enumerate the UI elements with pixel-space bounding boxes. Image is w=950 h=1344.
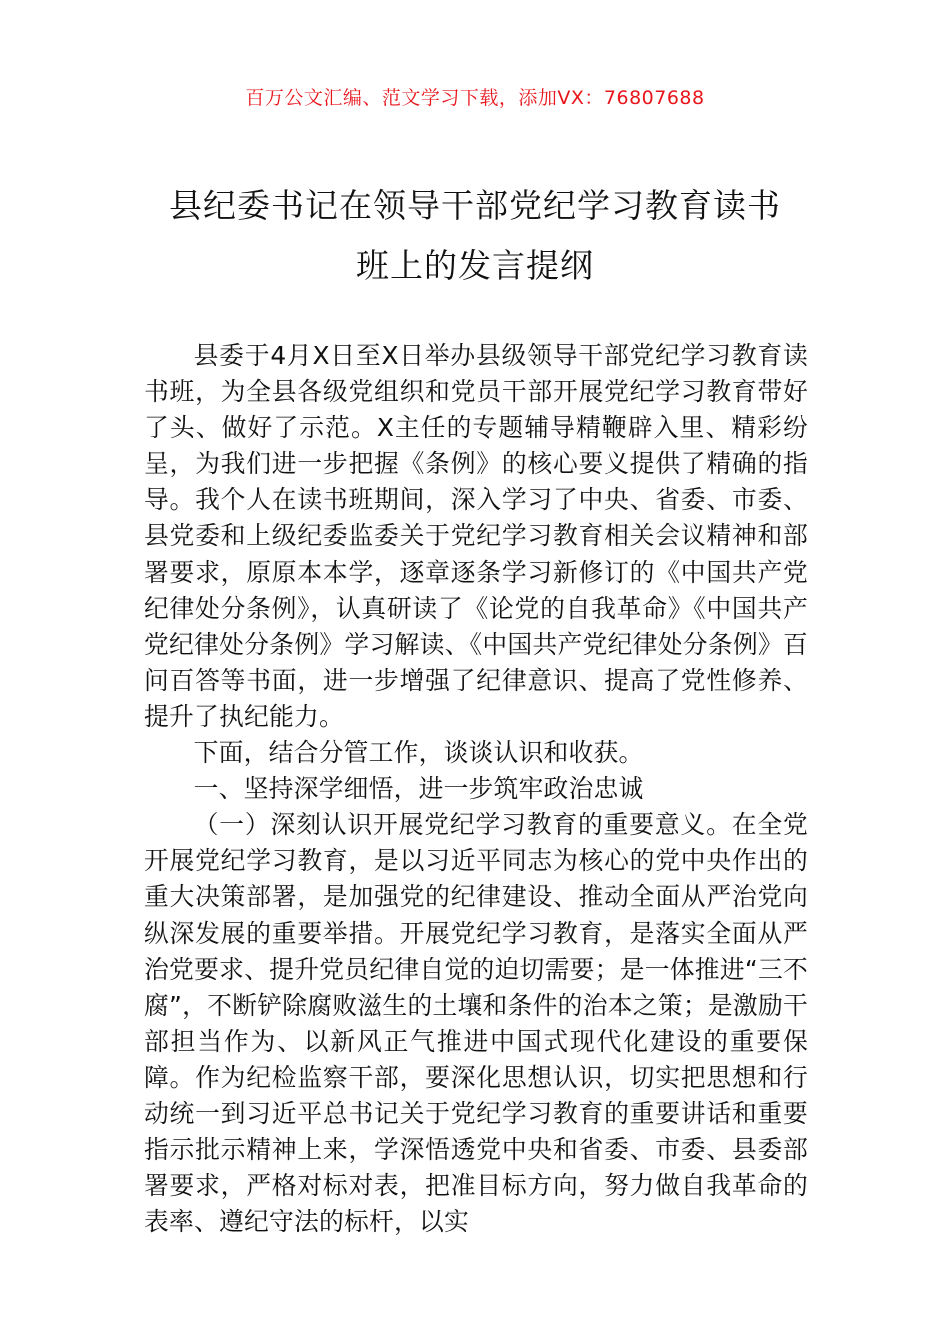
section-heading-1: 一、坚持深学细悟，进一步筑牢政治忠诚	[193, 774, 644, 804]
paragraph-intro: 县委于4月X日至X日举办县级领导干部党纪学习教育读书班，为全县各级党组织和党员干部开展党纪学习教育带好了头、做好了示范。X主任的专题辅导精鞭辟入里、精彩纷呈，为我们进一步把握《条例》的核心要义提供了精确的指导。我个人在读书班期间，深入学习了中央、省委、市委、县党委和上级纪委监委关于党纪学习教育相关会议精神和部署要求，原原本本学，逐章逐条学习新修订的《中国共产党纪律处分条例》，认真研读了《论党的自我革命》《中国共产党纪律处分条例》学习解读、《中国共产党纪律处分条例》百问百答等书面，进一步增强了纪律意识、提高了党性修养、提升了执纪能力。	[144, 341, 808, 731]
document-body	[144, 338, 808, 1240]
title-line-2: 班上的发言提纲	[356, 246, 594, 285]
document-title	[120, 176, 830, 296]
paragraph-subsection-1: （一）深刻认识开展党纪学习教育的重要意义。在全党开展党纪学习教育，是以习近平同志为核心的党中央作出的重大决策部署，是加强党的纪律建设、推动全面从严治党向纵深发展的重要举措。开展党纪学习教育，是落实全面从严治党要求、提升党员纪律自觉的迫切需要；是一体推进“三不腐”，不断铲除腐败滋生的土壤和条件的治本之策；是激励干部担当作为、以新风正气推进中国式现代化建设的重要保障。作为纪检监察干部，要深化思想认识，切实把思想和行动统一到习近平总书记关于党纪学习教育的重要讲话和重要指示批示精神上来，学深悟透党中央和省委、市委、县委部署要求，严格对标对表，把准目标方向，努力做自我革命的表率、遵纪守法的标杆，以实	[144, 810, 808, 1237]
title-line-1: 县纪委书记在领导干部党纪学习教育读书	[169, 186, 781, 225]
watermark-text: 百万公文汇编、范文学习下载，添加VX：76807688	[245, 87, 705, 109]
paragraph-transition: 下面，结合分管工作，谈谈认识和收获。	[193, 738, 644, 768]
